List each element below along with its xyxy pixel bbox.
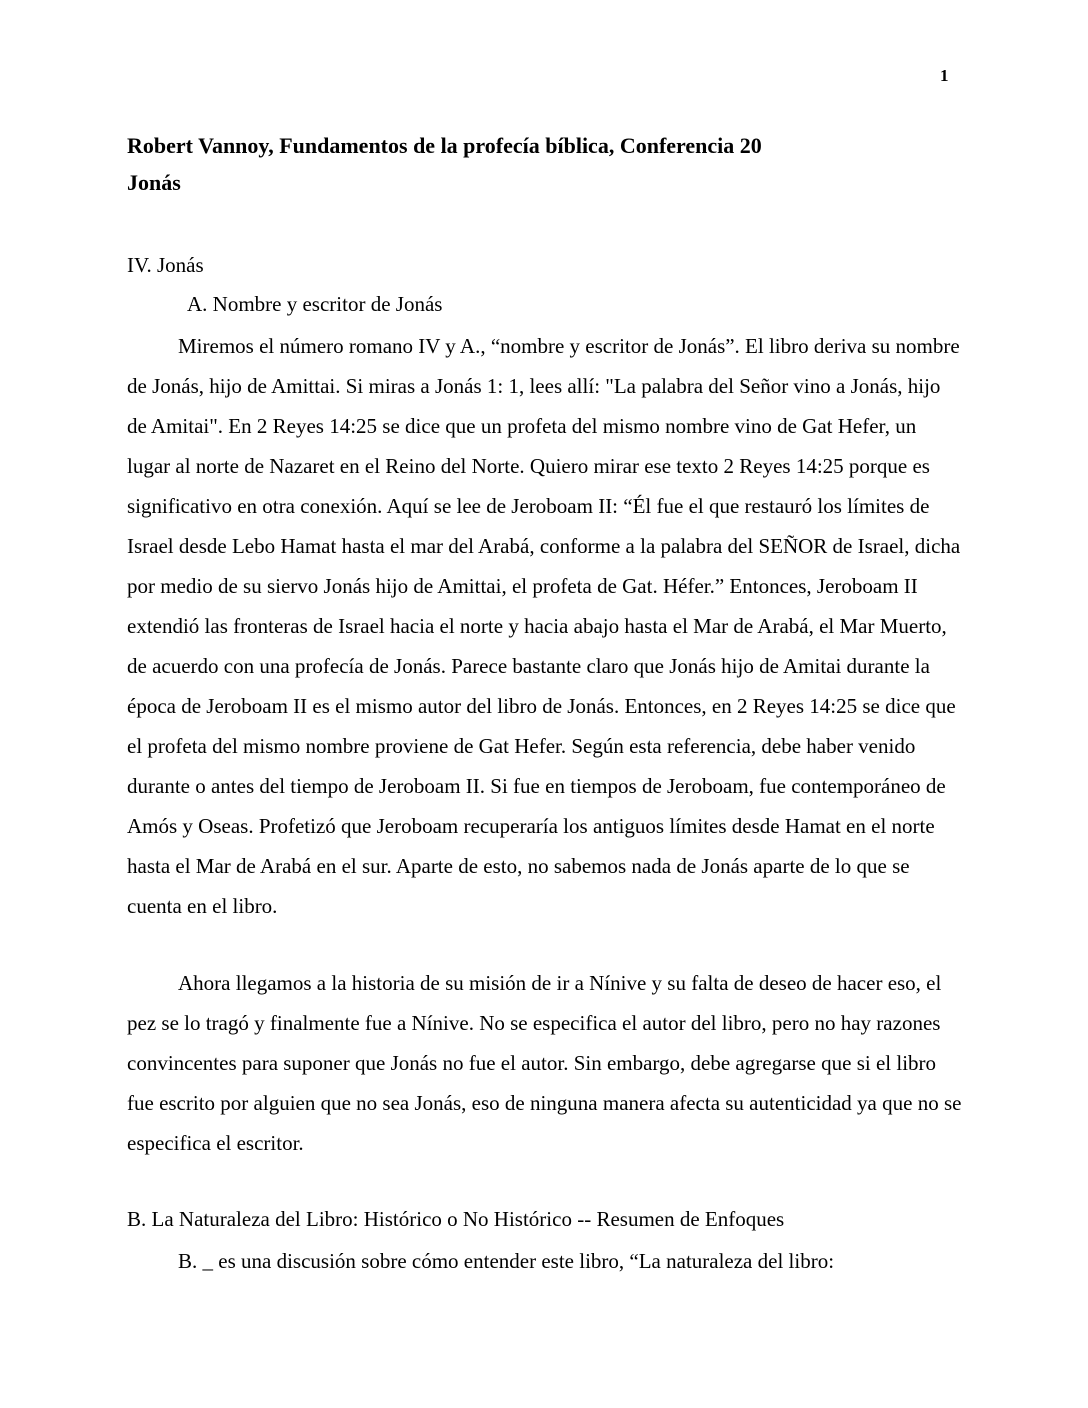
subsection-heading-a: A. Nombre y escritor de Jonás [187, 292, 443, 316]
section-heading-b: B. La Naturaleza del Libro: Histórico o No Histórico -- Resumen de Enfoques [127, 1207, 785, 1231]
page-number: 1 [940, 66, 949, 85]
document-title: Robert Vannoy, Fundamentos de la profecía bíblica, Conferencia 20 [127, 133, 762, 158]
body-paragraph-3: B. _ es una discusión sobre cómo entender este libro, “La naturaleza del libro: [178, 1249, 835, 1273]
document-subtitle: Jonás [127, 170, 181, 195]
body-paragraph-1: Miremos el número romano IV y A., “nombre y escritor de Jonás”. El libro deriva su nombre de Jonás, hijo de Amittai. Si miras a Jonás 1: 1, lees allí: "La palabra del Señor vino a Jonás, hijo de Amitai". En 2 Reyes 14:25 se dice que un profeta del mismo nombre vino de Gat Hefer, un lugar al norte de Nazaret en el Reino del Norte. Quiero mirar ese texto 2 Reyes 14:25 porque es significativo en otra conexión. Aquí se lee de Jeroboam II: “Él fue el que restauró los límites de Israel desde Lebo Hamat hasta el mar del Arabá, conforme a la palabra del SEÑOR de Israel, dicha por medio de su siervo Jonás hijo de Amittai, el profeta de Gat. Héfer.” Entonces, Jeroboam II extendió las fronteras de Israel hacia el norte y hacia abajo hasta el Mar de Arabá, el Mar Muerto, de acuerdo con una profecía de Jonás. Parece bastante claro que Jonás hijo de Amitai durante la época de Jeroboam II es el mismo autor del libro de Jonás. Entonces, en 2 Reyes 14:25 se dice que el profeta del mismo nombre proviene de Gat Hefer. Según esta referencia, debe haber venido durante o antes del tiempo de Jeroboam II. Si fue en tiempos de Jeroboam, fue contemporáneo de Amós y Oseas. Profetizó que Jeroboam recuperaría los antiguos límites desde Hamat en el norte hasta el Mar de Arabá en el sur. Aparte de esto, no sabemos nada de Jonás aparte de lo que se cuenta en el libro. [127, 334, 961, 918]
section-heading-iv: IV. Jonás [127, 253, 204, 277]
body-paragraph-2: Ahora llegamos a la historia de su misión de ir a Nínive y su falta de deseo de hacer eso, el pez se lo tragó y finalmente fue a Nínive. No se especifica el autor del libro, pero no hay razones convincentes para suponer que Jonás no fue el autor. Sin embargo, debe agregarse que si el libro fue escrito por alguien que no sea Jonás, eso de ninguna manera afecta su autenticidad ya que no se especifica el escritor. [127, 971, 962, 1155]
